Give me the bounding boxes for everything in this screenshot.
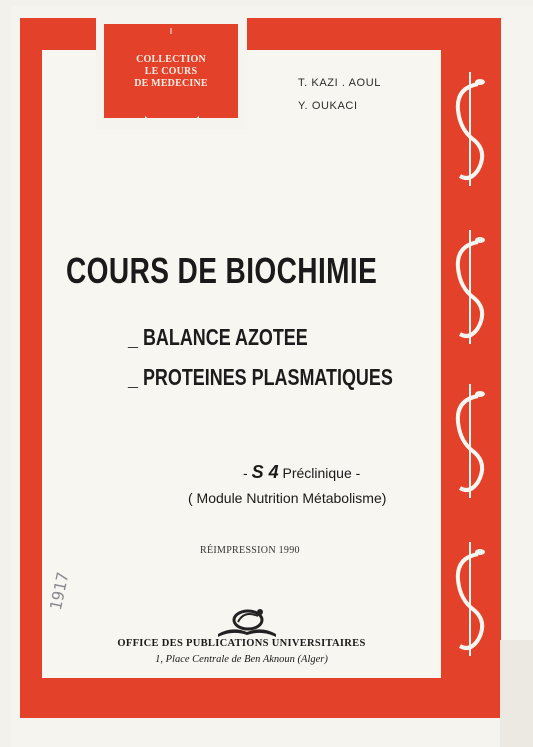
level-label: Préclinique - [278, 465, 361, 481]
module-name: ( Module Nutrition Métabolisme) [188, 490, 387, 506]
red-frame-top [20, 18, 501, 50]
caduceus-snake-icon [448, 382, 492, 500]
publisher-name: OFFICE DES PUBLICATIONS UNIVERSITAIRES [117, 638, 366, 649]
caduceus-snake-icon [448, 228, 492, 346]
level-prefix: - [243, 465, 252, 481]
book-base-icon [145, 116, 199, 132]
handwritten-note: 1917 [46, 570, 73, 612]
book-title: COURS DE BIOCHIMIE [66, 250, 378, 291]
authors [298, 72, 381, 118]
caduceus-snake-icon [448, 70, 492, 188]
subtitle-topic: _ BALANCE AZOTEE [128, 324, 308, 350]
publisher-address: 1, Place Centrale de Ben Aknoun (Alger) [155, 654, 328, 665]
open-book-icon [128, 14, 214, 38]
course-level [243, 462, 360, 483]
author-name: T. KAZI . AOUL [298, 77, 381, 89]
reprint-year: RÉIMPRESSION 1990 [200, 545, 300, 556]
collection-line: DE MEDECINE [134, 78, 208, 89]
collection-line: LE COURS [144, 66, 198, 77]
opu-logo-icon [214, 604, 280, 640]
level-code: S 4 [251, 462, 279, 482]
subtitle-topic: _ PROTEINES PLASMATIQUES [128, 364, 393, 390]
collection-title [104, 54, 238, 90]
caduceus-snake-icon [448, 540, 492, 658]
author-name: Y. OUKACI [298, 100, 358, 112]
red-frame-bottom [20, 678, 501, 718]
collection-line: COLLECTION [136, 54, 206, 65]
red-frame-left [20, 18, 42, 718]
paper-wear [500, 640, 533, 747]
